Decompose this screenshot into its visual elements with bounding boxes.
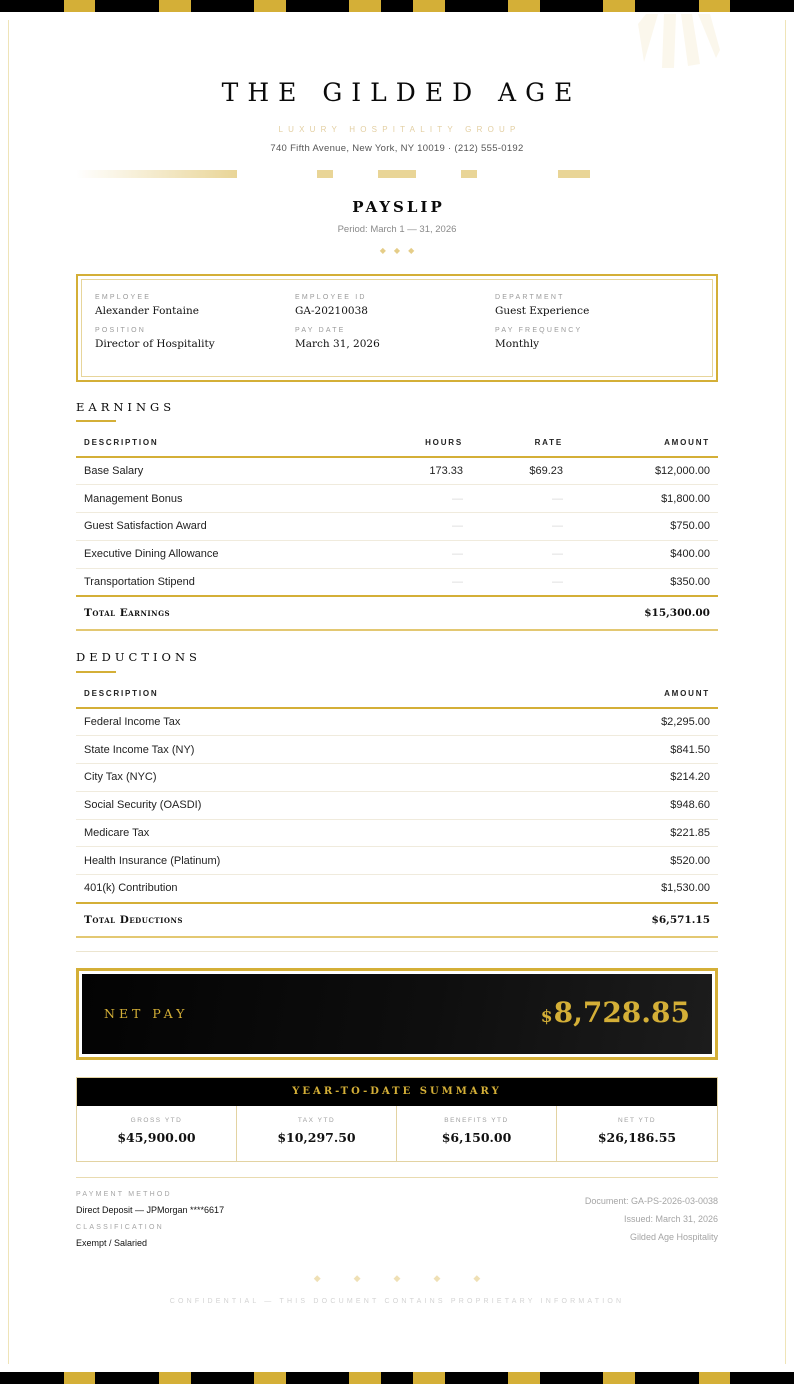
ytd-summary [76,1077,718,1162]
header-deco-segment [461,170,477,178]
header-deco-segment [378,170,416,178]
payment-details [76,1191,224,1257]
net-pay-amount: $8,728.85 [540,996,690,1029]
payment-method-label: PAYMENT METHOD [76,1191,172,1198]
col-description: DESCRIPTION [76,680,507,708]
company-address: 740 Fifth Avenue, New York, NY 10019 · (212) 555-0192 [270,143,524,154]
diamond-ornament-icon: ◆◆◆ [379,246,423,255]
earnings-heading: EARNINGS [76,400,176,414]
sunburst-ornament-icon [636,14,720,68]
ytd-tax: TAX YTD $10,297.50 [237,1106,397,1161]
company-tagline: LUXURY HOSPITALITY GROUP [278,125,521,134]
table-row: Guest Satisfaction Award — — $750.00 [76,513,718,541]
header-deco-segment [558,170,590,178]
info-pay-frequency: PAY FREQUENCY Monthly [495,327,583,350]
ytd-title: YEAR-TO-DATE SUMMARY [77,1078,717,1106]
issued-date: Issued: March 31, 2026 [623,1214,718,1224]
info-department: DEPARTMENT Guest Experience [495,294,590,317]
payment-method-value: Direct Deposit — JPMorgan ****6617 [76,1205,225,1215]
earnings-heading-rule [76,420,116,422]
table-row: State Income Tax (NY) $841.50 [76,736,718,764]
table-row: Federal Income Tax $2,295.00 [76,708,718,736]
table-row: Social Security (OASDI) $948.60 [76,791,718,819]
classification-label: CLASSIFICATION [76,1224,164,1231]
table-row: Medicare Tax $221.85 [76,819,718,847]
section-divider [76,951,718,952]
issuer-name: Gilded Age Hospitality [629,1232,718,1242]
diamond-ornament-icon: ◆◆◆◆◆ [313,1273,514,1283]
deductions-table [76,680,718,938]
deductions-heading: DEDUCTIONS [76,650,201,664]
document-id: Document: GA-PS-2026-03-0038 [584,1196,718,1206]
col-hours: HOURS [396,429,471,457]
info-pay-date: PAY DATE March 31, 2026 [295,327,380,350]
table-row: Health Insurance (Platinum) $520.00 [76,847,718,875]
header-deco-gradient [76,170,237,178]
document-title: PAYSLIP [352,198,445,216]
info-employee: EMPLOYEE Alexander Fontaine [95,294,200,317]
deductions-heading-rule [76,671,116,673]
bottom-deco-bar [0,1372,794,1384]
pay-period: Period: March 1 — 31, 2026 [337,224,457,235]
net-pay-box [76,968,718,1060]
table-row: City Tax (NYC) $214.20 [76,764,718,792]
col-description: DESCRIPTION [76,429,396,457]
classification-value: Exempt / Salaried [76,1238,148,1248]
table-row: Management Bonus — — $1,800.00 [76,485,718,513]
document-title-block [0,198,794,255]
top-deco-bar [0,0,794,12]
table-row: 401(k) Contribution $1,530.00 [84,882,710,895]
col-amount: AMOUNT [571,429,718,457]
confidential-notice: CONFIDENTIAL — THIS DOCUMENT CONTAINS PROPRIETARY INFORMATION [169,1298,625,1305]
company-name: THE GILDED AGE [221,78,582,107]
table-row: Transportation Stipend — — $350.00 [84,575,710,588]
footer-divider [76,1177,718,1178]
net-pay-label: NET PAY [104,1006,189,1021]
info-employee-id: EMPLOYEE ID GA-20210038 [295,294,368,317]
deductions-total-row: Total Deductions $6,571.15 [76,903,718,937]
employee-info-box [76,274,718,382]
earnings-total-row: Total Earnings $15,300.00 [76,596,718,630]
ytd-gross: GROSS YTD $45,900.00 [77,1106,237,1161]
header-deco-segment [317,170,333,178]
company-header [0,78,794,154]
table-row: Base Salary 173.33 $69.23 $12,000.00 [76,457,718,485]
col-rate: RATE [471,429,571,457]
ytd-benefits: BENEFITS YTD $6,150.00 [397,1106,557,1161]
table-row: Executive Dining Allowance — — $400.00 [76,540,718,568]
info-position: POSITION Director of Hospitality [95,327,215,350]
document-meta [585,1192,718,1246]
ytd-net: NET YTD $26,186.55 [597,1117,677,1145]
col-amount: AMOUNT [507,680,718,708]
earnings-table [76,429,718,631]
